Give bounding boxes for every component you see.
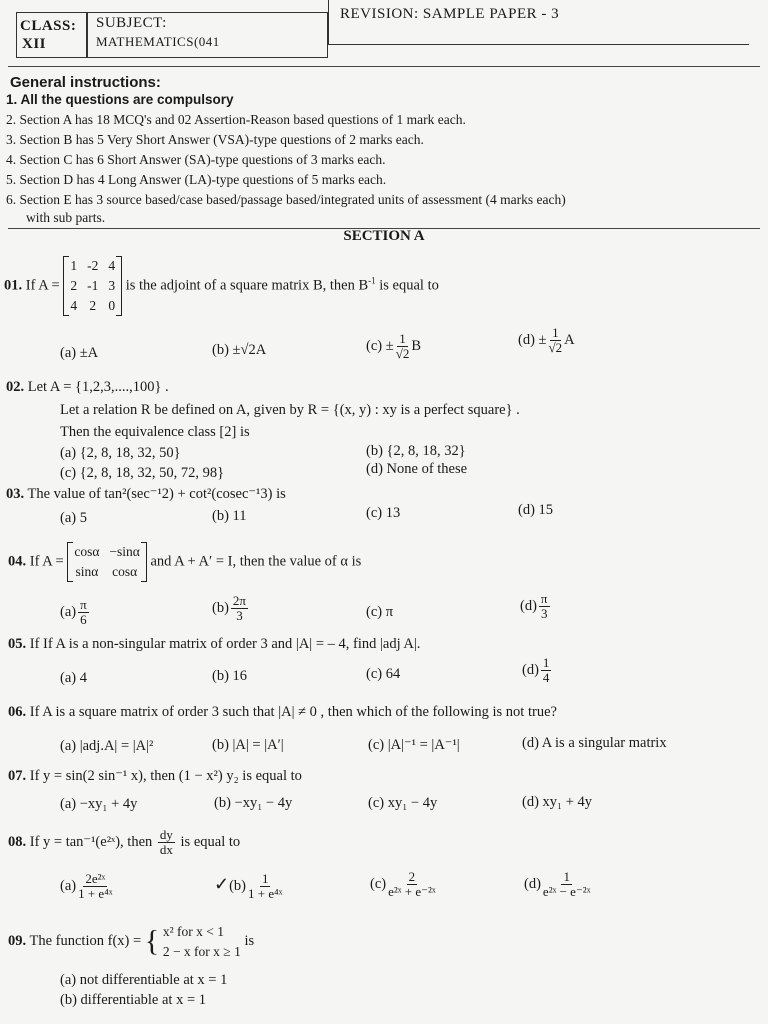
question-text: If A = (25, 277, 60, 294)
fraction (231, 594, 248, 624)
option-a: (a) 4 (60, 670, 87, 686)
matrix-cell: 4 (108, 258, 116, 273)
option-b: (b) |A| = |A′| (212, 737, 284, 753)
option-b: (b) ±√2A (212, 342, 267, 358)
matrix-cell: 0 (108, 298, 116, 313)
question-text: is equal to (180, 834, 241, 851)
fraction (541, 656, 552, 686)
denominator: 3 (236, 608, 243, 624)
option-label: (b) (212, 600, 229, 617)
derivative-fraction (158, 828, 175, 858)
question-06 (8, 704, 557, 721)
denominator: 6 (80, 612, 87, 628)
option-d: (d) A is a singular matrix (522, 735, 667, 751)
option-d (524, 870, 592, 900)
question-text: is equal to (379, 277, 439, 294)
question-number: 05. (8, 636, 27, 652)
option-a: (a) |adj.A| = |A|² (60, 738, 154, 754)
option-b: (b) −xy₁ − 4y (214, 795, 293, 811)
option-label: (d) ± (518, 332, 547, 349)
option-label: (c) ± (366, 338, 394, 355)
option-label: (d) (522, 662, 539, 679)
case-1: x² for x < 1 (162, 924, 224, 939)
fraction (78, 872, 112, 902)
fraction (549, 326, 563, 356)
option-c (370, 870, 438, 900)
question-09 (8, 922, 254, 961)
option-a (60, 872, 115, 902)
option-b (214, 872, 284, 902)
matrix (63, 256, 122, 316)
matrix-cell: sinα (75, 564, 99, 579)
denominator: √2 (548, 340, 563, 356)
question-text: If y = tan⁻¹(e²ˣ), then (29, 834, 153, 851)
instructions-title: General instructions: (10, 74, 161, 91)
option-d (520, 592, 552, 622)
question-02 (6, 379, 169, 396)
option-d: (d) xy₁ + 4y (522, 794, 593, 810)
fraction (539, 592, 550, 622)
option-d (522, 656, 553, 686)
question-number: 03. (6, 486, 25, 502)
header-divider (8, 66, 760, 67)
subject-value: MATHEMATICS(041 (96, 34, 220, 49)
fraction (78, 598, 89, 628)
option-b (212, 594, 250, 624)
fraction (248, 872, 282, 902)
fraction (543, 870, 591, 900)
option-c: (c) π (366, 604, 394, 620)
denominator: 4 (542, 670, 550, 686)
question-number: 08. (8, 834, 27, 851)
option-text: B (411, 338, 421, 355)
numerator: dy (159, 827, 173, 842)
question-text: If A = (29, 553, 64, 570)
matrix-cell: −sinα (109, 544, 140, 559)
option-b: (b) {2, 8, 18, 32} (366, 443, 466, 459)
question-number: 04. (8, 553, 27, 570)
question-number: 09. (8, 932, 27, 949)
fraction (388, 870, 436, 900)
option-d (518, 326, 575, 356)
matrix-cell: 2 (89, 298, 97, 313)
option-b: (b) 16 (212, 668, 248, 684)
numerator: 1 (563, 869, 570, 884)
question-01 (4, 256, 439, 316)
instruction-item: 2. Section A has 18 MCQ's and 02 Assertion-Reason based questions of 1 mark each. (6, 112, 466, 127)
fraction (396, 332, 410, 362)
instruction-item: 3. Section B has 5 Very Short Answer (VSA)-type questions of 2 marks each. (6, 132, 424, 147)
denominator: e²ˣ − e⁻²ˣ (542, 884, 591, 900)
matrix (67, 542, 147, 582)
question-text: Let a relation R be defined on A, given by R = {(x, y) : xy is a perfect square} . (60, 402, 520, 418)
denominator: 1 + e⁴ˣ (78, 886, 113, 902)
question-text: If If A is a non-singular matrix of order 3 and |A| = – 4, find |adj A|. (29, 636, 421, 652)
option-c: (c) xy₁ − 4y (368, 795, 438, 811)
matrix-cell: cosα (112, 564, 138, 579)
question-text: is (244, 932, 255, 949)
instruction-item: 4. Section C has 6 Short Answer (SA)-type questions of 3 marks each. (6, 152, 386, 167)
section-title: SECTION A (343, 228, 425, 244)
numerator: 1 (399, 331, 406, 346)
check-mark-icon: ✓ (214, 874, 230, 895)
option-c: (c) |A|⁻¹ = |A⁻¹| (368, 737, 460, 753)
question-text: If y = sin(2 sin⁻¹ x), then (1 − x²) y₂ is equal to (29, 768, 302, 784)
numerator: 1 (261, 871, 269, 886)
option-label: (b) (229, 878, 247, 895)
question-03 (6, 486, 286, 503)
numerator: π (80, 597, 87, 612)
option-a: (a) ±A (60, 345, 99, 361)
instruction-item: 5. Section D has 4 Long Answer (LA)-type questions of 5 marks each. (6, 172, 387, 187)
option-c: (c) 13 (366, 505, 401, 521)
option-label: (d) (520, 598, 537, 615)
case-2: 2 − x for x ≥ 1 (162, 943, 241, 959)
class-value: XII (22, 36, 47, 52)
superscript: -1 (368, 275, 376, 286)
option-b: (b) differentiable at x = 1 (60, 992, 207, 1008)
question-text: The value of tan²(sec⁻¹2) + cot²(cosec⁻¹3) is (27, 486, 286, 502)
matrix-cell: -1 (87, 278, 99, 293)
matrix-cell: 4 (70, 298, 78, 313)
numerator: 2π (232, 593, 246, 608)
question-05 (8, 636, 420, 653)
numerator: 1 (542, 655, 550, 670)
question-04 (8, 542, 361, 582)
instruction-item: with sub parts. (26, 210, 106, 225)
option-c: (c) 64 (366, 666, 401, 682)
question-text: Let A = {1,2,3,....,100} . (27, 379, 169, 395)
question-number: 07. (8, 768, 27, 784)
header (0, 0, 768, 70)
class-label: CLASS: (20, 18, 77, 34)
matrix-cell: cosα (74, 544, 100, 559)
denominator: 3 (540, 606, 548, 622)
question-number: 01. (4, 277, 23, 294)
subject-label: SUBJECT: (96, 15, 167, 31)
instruction-item: 6. Section E has 3 source based/case based/passage based/integrated units of assessment (4 marks each) (6, 192, 566, 207)
option-a (60, 598, 91, 628)
matrix-cell: 3 (108, 278, 116, 293)
question-text: The function f(x) = (29, 932, 142, 949)
denominator: 1 + e⁴ˣ (248, 886, 283, 902)
denominator: √2 (395, 346, 410, 362)
matrix-cell: 2 (70, 278, 78, 293)
numerator: 2e²ˣ (85, 871, 106, 886)
option-label: (a) (60, 878, 77, 895)
option-c (366, 332, 421, 362)
matrix-cell: 1 (70, 258, 78, 273)
brace: { (144, 924, 160, 958)
option-b: (b) 11 (212, 508, 247, 524)
option-d: (d) None of these (366, 461, 468, 477)
option-c: (c) {2, 8, 18, 32, 50, 72, 98} (60, 465, 225, 481)
option-label: (c) (370, 876, 387, 893)
option-text: A (564, 332, 575, 349)
revision-title: REVISION: SAMPLE PAPER - 3 (340, 6, 560, 22)
matrix-cell: -2 (87, 258, 99, 273)
question-text: If A is a square matrix of order 3 such that |A| ≠ 0 , then which of the following is not true? (29, 704, 557, 720)
question-08 (8, 828, 240, 858)
option-d: (d) 15 (518, 502, 554, 518)
numerator: 1 (552, 325, 559, 340)
numerator: π (540, 591, 548, 606)
question-text: Then the equivalence class [2] is (60, 424, 250, 440)
option-label: (d) (524, 876, 541, 893)
option-a: (a) not differentiable at x = 1 (60, 972, 228, 988)
option-a: (a) 5 (60, 510, 87, 526)
question-07 (8, 768, 302, 785)
option-label: (a) (60, 604, 77, 621)
piecewise-cases (163, 922, 241, 961)
denominator: e²ˣ + e⁻²ˣ (388, 884, 436, 900)
question-number: 02. (6, 379, 25, 395)
option-a: (a) −xy₁ + 4y (60, 796, 138, 812)
numerator: 2 (408, 869, 416, 884)
instruction-item: 1. All the questions are compulsory (6, 92, 234, 107)
option-a: (a) {2, 8, 18, 32, 50} (60, 445, 181, 461)
question-text: is the adjoint of a square matrix B, then B (125, 277, 369, 294)
denominator: dx (159, 842, 173, 858)
question-number: 06. (8, 704, 27, 720)
question-text: and A + A′ = I, then the value of α is (150, 553, 362, 570)
